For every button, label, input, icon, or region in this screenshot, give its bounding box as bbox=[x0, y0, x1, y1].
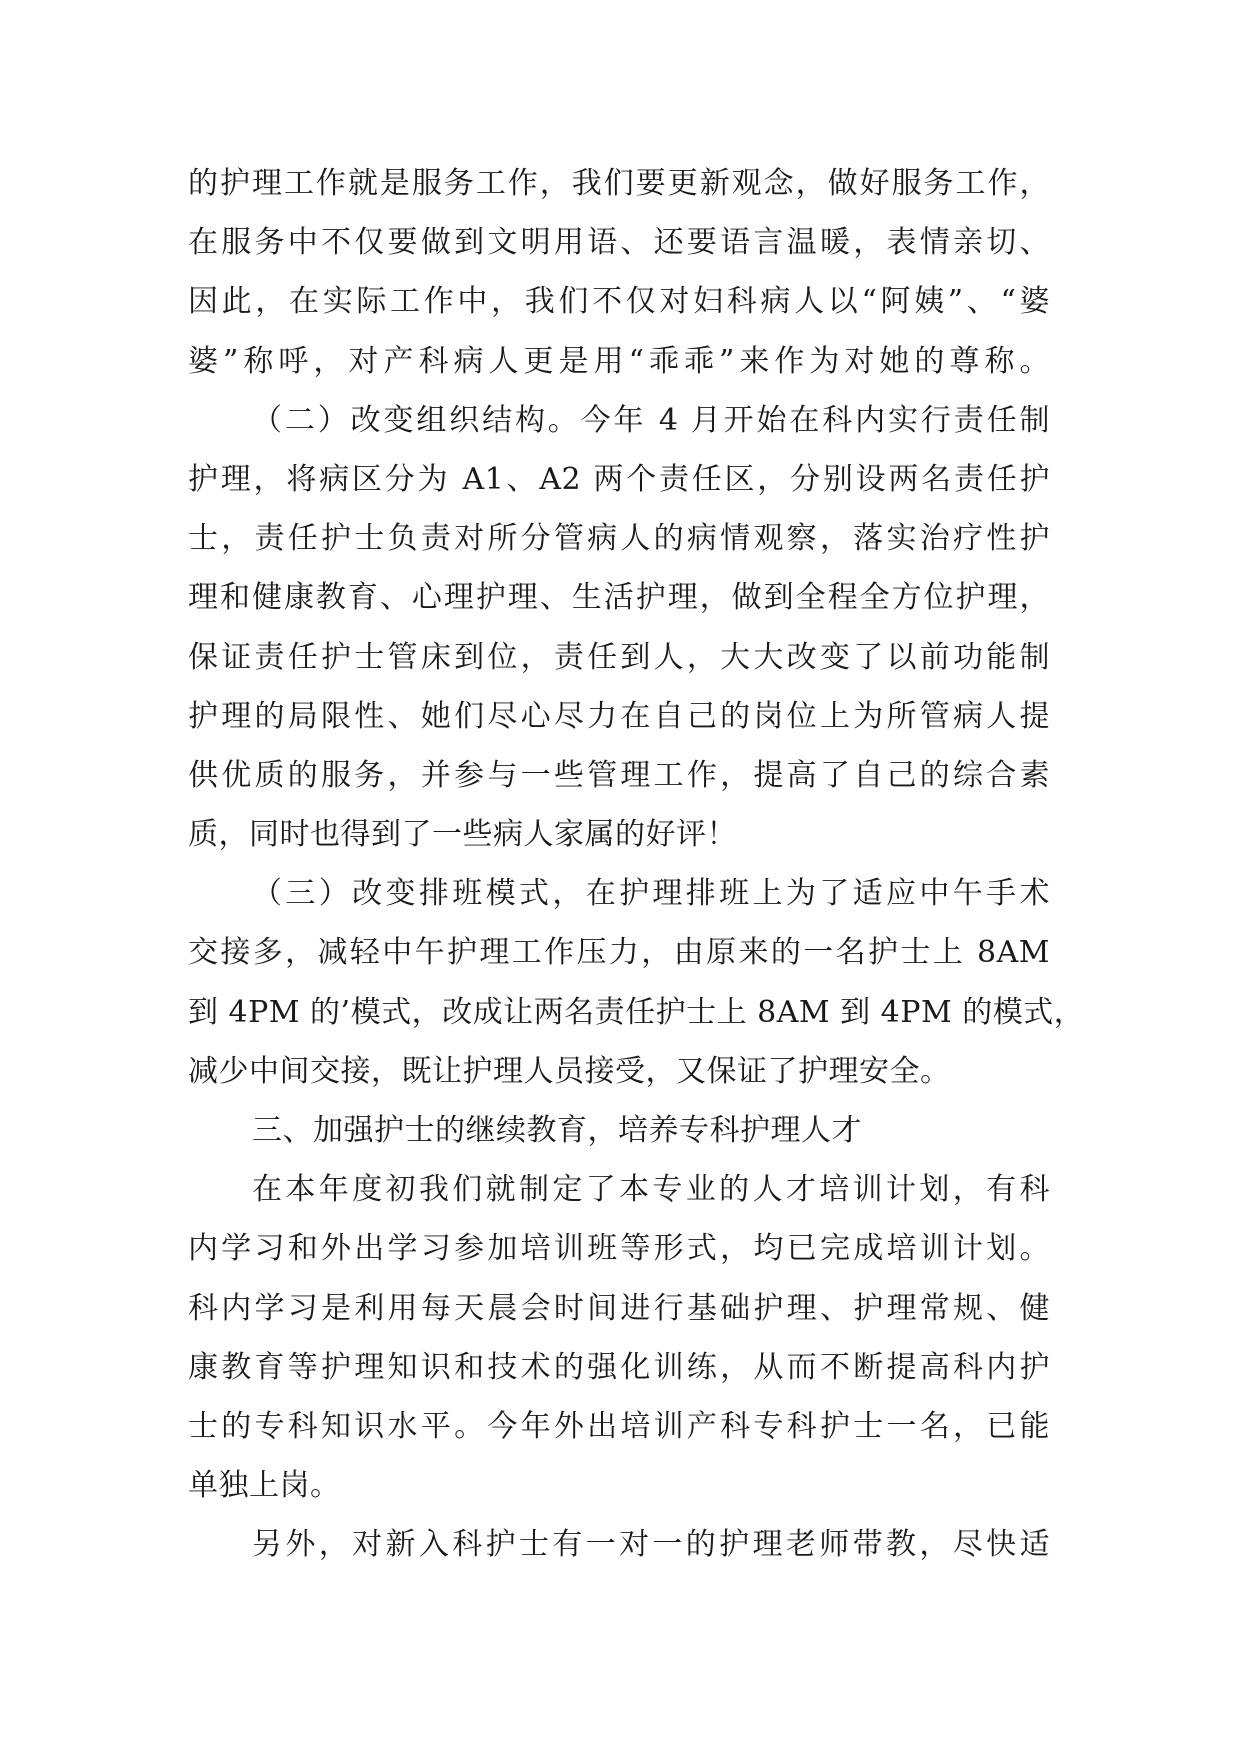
text-line: 减少中间交接，既让护理人员接受，又保证了护理安全。 bbox=[188, 1053, 951, 1089]
text-line: 因此，在实际工作中，我们不仅对妇科病人以“阿姨”、“婆 bbox=[188, 284, 1050, 320]
text-line: 护理的局限性、她们尽心尽力在自己的岗位上为所管病人提 bbox=[188, 698, 1050, 734]
text-line: 三、加强护士的继续教育，培养专科护理人才 bbox=[252, 1113, 862, 1148]
text-line: 供优质的服务，并参与一些管理工作，提高了自己的综合素 bbox=[188, 757, 1050, 793]
text-line: 士，责任护士负责对所分管病人的病情观察，落实治疗性护 bbox=[188, 521, 1050, 557]
text-line: 在服务中不仅要做到文明用语、还要语言温暖，表情亲切、 bbox=[188, 225, 1050, 261]
text-line: 质，同时也得到了一些病人家属的好评！ bbox=[188, 817, 737, 853]
text-line: 保证责任护士管床到位，责任到人，大大改变了以前功能制 bbox=[188, 639, 1050, 675]
text-line: 的护理工作就是服务工作，我们要更新观念，做好服务工作， bbox=[188, 166, 1050, 201]
text-line: 另外，对新入科护士有一对一的护理老师带教，尽快适 bbox=[252, 1527, 1050, 1563]
text-line: 康教育等护理知识和技术的强化训练，从而不断提高科内护 bbox=[188, 1349, 1050, 1385]
text-line: 士的专科知识水平。今年外出培训产科专科护士一名，已能 bbox=[188, 1408, 1050, 1444]
text-line: （三）改变排班模式，在护理排班上为了适应中午手术 bbox=[252, 876, 1050, 912]
text-line: 在本年度初我们就制定了本专业的人才培训计划，有科 bbox=[252, 1172, 1050, 1208]
body-text bbox=[188, 154, 1085, 1575]
text-line: 内学习和外出学习参加培训班等形式，均已完成培训计划。 bbox=[188, 1231, 1050, 1267]
text-line: 科内学习是利用每天晨会时间进行基础护理、护理常规、健 bbox=[188, 1290, 1050, 1326]
text-line: 婆”称呼，对产科病人更是用“乖乖”来作为对她的尊称。 bbox=[188, 343, 1050, 379]
text-line: 到 4PM 的’模式，改成让两名责任护士上 8AM 到 4PM 的模式， bbox=[188, 994, 1085, 1030]
text-line: 护理，将病区分为 A1、A2 两个责任区，分别设两名责任护 bbox=[188, 461, 1050, 497]
text-line: 理和健康教育、心理护理、生活护理，做到全程全方位护理， bbox=[188, 580, 1050, 616]
text-line: 单独上岗。 bbox=[188, 1468, 341, 1504]
text-line: 交接多，减轻中午护理工作压力，由原来的一名护士上 8AM bbox=[188, 935, 1050, 971]
text-line: （二）改变组织结构。今年 4 月开始在科内实行责任制 bbox=[252, 402, 1050, 438]
